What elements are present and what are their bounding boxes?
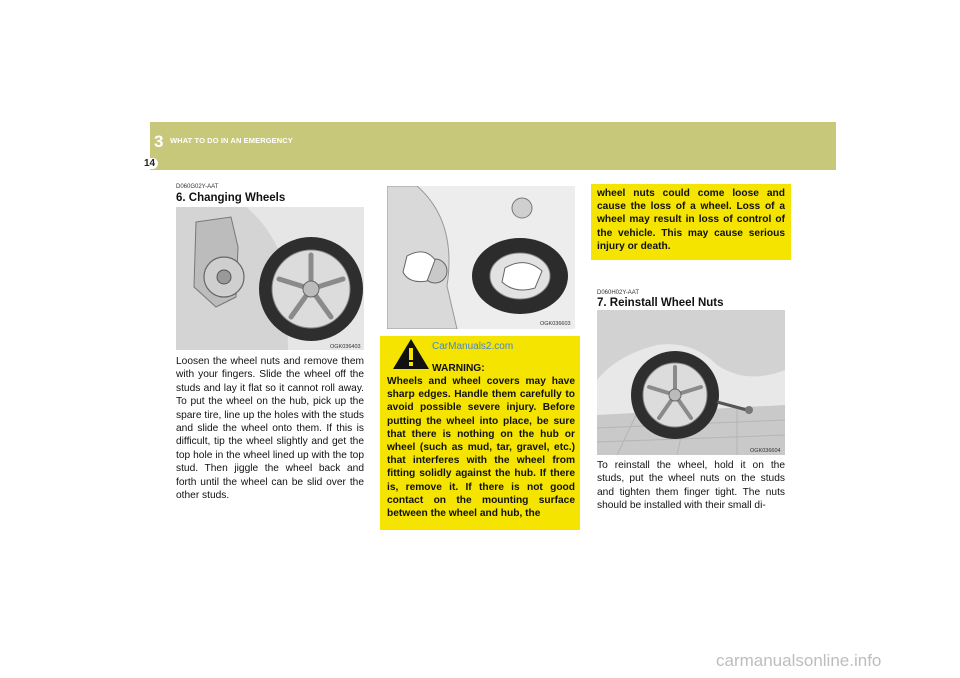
section-code: D060G02Y-AAT (176, 184, 219, 190)
chapter-number: 3 (154, 132, 164, 151)
reinstall-wheel-illustration (597, 310, 785, 455)
section-heading: 7. Reinstall Wheel Nuts (597, 297, 724, 309)
figure-changing-wheels (176, 207, 364, 350)
warning-title: WARNING: (432, 363, 485, 374)
figure-code: OGK036604 (750, 448, 781, 454)
body-text: Loosen the wheel nuts and remove them with your fingers. Slide the wheel off the studs and lay it flat so it cannot roll away. To put the wheel on the hub, pick up the spare tire, line up the holes with the studs and slide the wheel onto them. If this is difficult, tip the wheel slightly and get the top hole in the wheel lined up with the top stud. Then jiggle the wheel back and forth until the wheel can be slid over the other studs. (176, 356, 364, 502)
body-text: To reinstall the wheel, hold it on the studs, put the wheel nuts on the studs and tighten them finger tight. The nuts should be installed with their small di- (597, 460, 785, 512)
chapter-header-band (150, 122, 836, 170)
figure-code: OGK036603 (540, 321, 571, 327)
figure-wheel-cover (387, 186, 575, 329)
figure-reinstall-nuts (597, 310, 785, 455)
page-number: 14 (141, 158, 158, 169)
watermark-link[interactable]: CarManuals2.com (432, 341, 514, 352)
warning-triangle-icon (392, 338, 430, 370)
chapter-title: WHAT TO DO IN AN EMERGENCY (170, 136, 293, 145)
section-code: D060H02Y-AAT (597, 290, 640, 296)
warning-continued-text: wheel nuts could come loose and cause the loss of a wheel. Loss of a wheel may result in loss of control of the vehicle. This may cause serious injury or death. (597, 188, 785, 252)
footer-site-watermark: carmanualsonline.info (716, 651, 882, 670)
spare-tire-illustration (387, 186, 575, 329)
warning-body: Wheels and wheel covers may have sharp edges. Handle them carefully to avoid possible severe injury. Before putting the wheel into place, be sure that there is nothing on the hub or wheel (such as mud, tar, gravel, etc.) that interferes with the wheel from fitting solidly against the hub. If there is, remove it. If there is not good contact on the mounting surface between the wheel and hub, the (387, 376, 575, 520)
figure-code: OGK036403 (330, 344, 361, 350)
wheel-hub-illustration (176, 207, 364, 350)
section-heading: 6. Changing Wheels (176, 192, 286, 204)
